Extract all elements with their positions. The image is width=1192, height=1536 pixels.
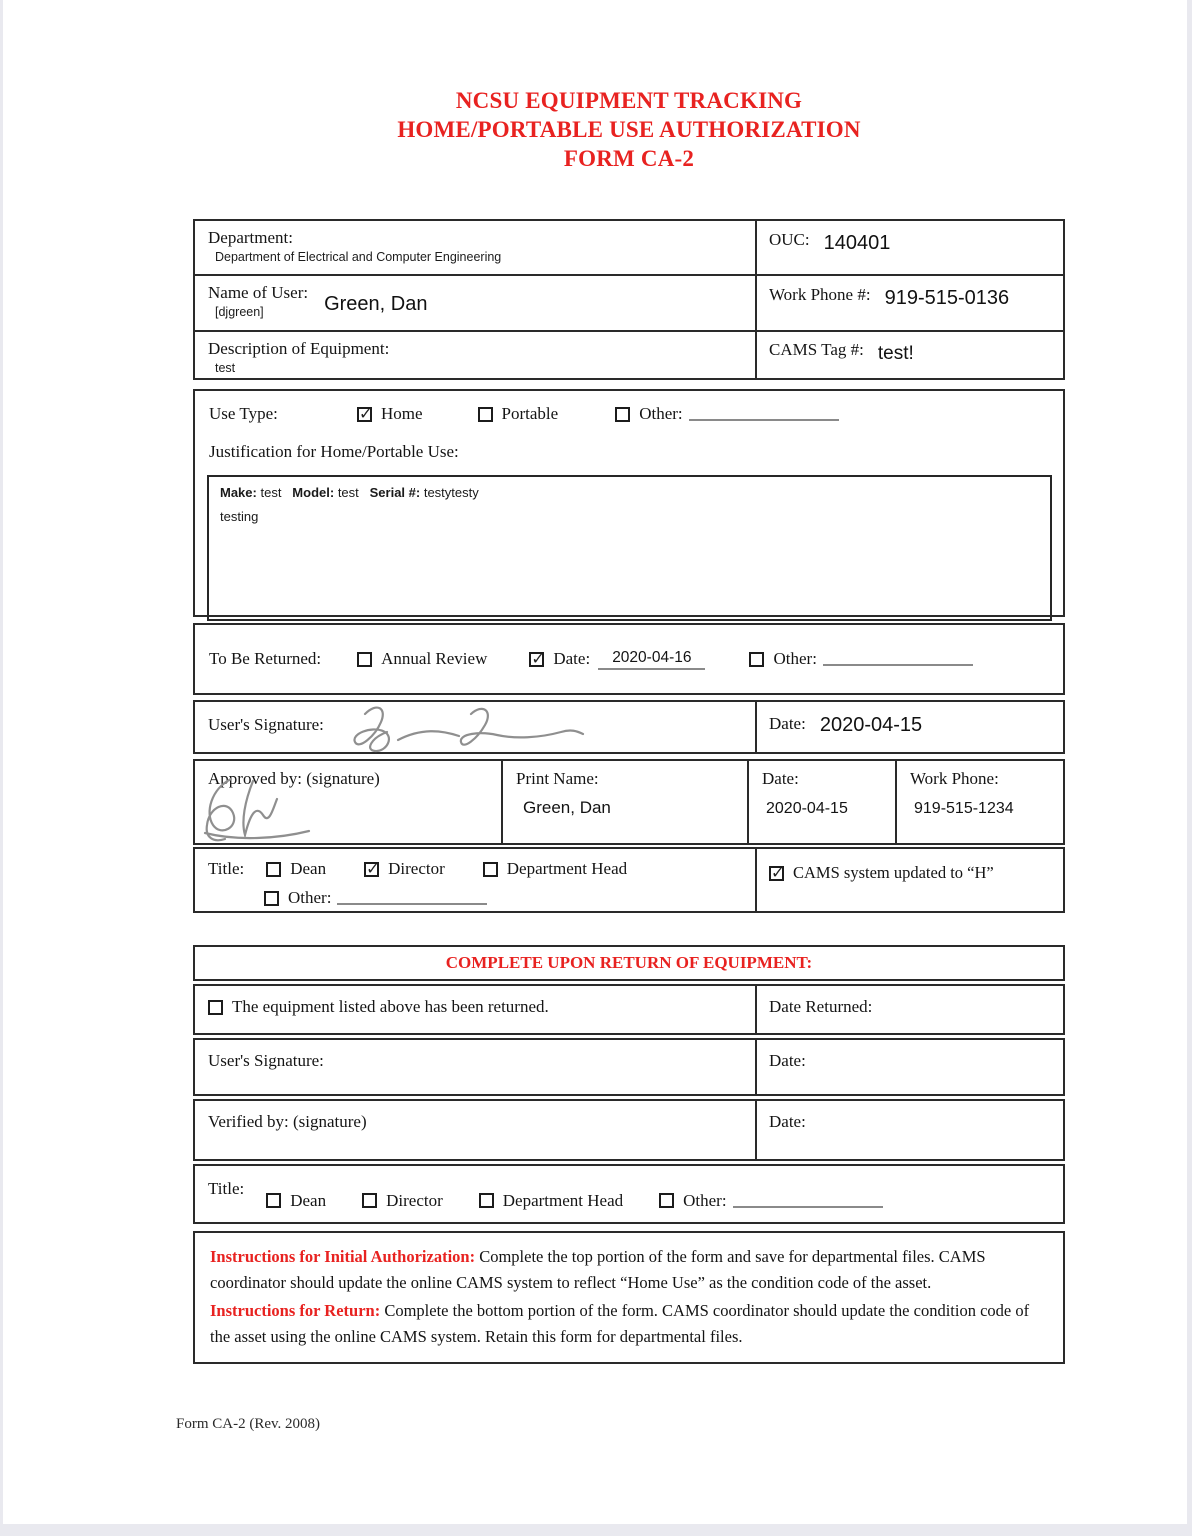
- return-title-other-checkbox[interactable]: [659, 1193, 674, 1208]
- info-table: [193, 219, 1065, 380]
- title-other-label: Other:: [288, 888, 332, 907]
- form-title: [193, 86, 1065, 173]
- form-title-line1: NCSU EQUIPMENT TRACKING: [455, 88, 803, 113]
- title-label: Title:: [208, 859, 245, 878]
- make-value: test: [260, 485, 282, 500]
- cams-tag-label: CAMS Tag #:: [769, 340, 864, 359]
- return-title-label: Title:: [208, 1179, 245, 1198]
- serial-label: Serial #:: [369, 485, 421, 500]
- department-head-checkbox[interactable]: [483, 862, 498, 877]
- use-type-other-field[interactable]: [689, 407, 839, 421]
- title-director-item: [364, 859, 445, 879]
- use-type-other: [615, 404, 838, 424]
- department-head-label: Department Head: [506, 859, 628, 878]
- return-date-item: [529, 649, 705, 670]
- print-name-field[interactable]: Green, Dan: [523, 798, 611, 817]
- justification-box[interactable]: [207, 475, 1052, 621]
- print-name-label: Print Name:: [516, 769, 599, 788]
- serial-value: testytesty: [423, 485, 479, 500]
- department-label: Department:: [208, 228, 293, 247]
- model-label: Model:: [292, 485, 335, 500]
- return-dean-label: Dean: [290, 1190, 327, 1210]
- return-section-header: COMPLETE UPON RETURN OF EQUIPMENT:: [193, 945, 1065, 981]
- return-title-dean-item: [266, 1179, 326, 1222]
- return-other-item: [749, 649, 972, 669]
- user-id-text: [djgreen]: [215, 305, 264, 319]
- instructions-box: [193, 1231, 1065, 1364]
- return-department-head-label: Department Head: [502, 1190, 624, 1210]
- instructions-initial-title: Instructions for Initial Authorization:: [210, 1247, 476, 1266]
- date-returned-label: Date Returned:: [769, 997, 873, 1016]
- cams-updated-item: [769, 863, 1053, 883]
- return-title-other-label: Other:: [683, 1190, 727, 1210]
- form-title-line3: FORM CA-2: [563, 146, 695, 171]
- return-user-signature-label: User's Signature:: [208, 1051, 324, 1070]
- justification-note: testing: [220, 509, 259, 524]
- dean-label: Dean: [290, 859, 327, 878]
- justification-line1: [220, 485, 1039, 500]
- return-title-row: [193, 1164, 1065, 1224]
- approved-row: [193, 759, 1065, 845]
- annual-review-item: [357, 649, 487, 669]
- user-signature-row: [193, 700, 1065, 754]
- work-phone-field[interactable]: 919-515-0136: [884, 287, 1010, 309]
- title-other-item: [264, 888, 487, 908]
- dean-checkbox[interactable]: [266, 862, 281, 877]
- instructions-return: [210, 1298, 1048, 1349]
- director-checkbox[interactable]: [364, 862, 379, 877]
- verified-by-row: [193, 1099, 1065, 1161]
- user-signature-image[interactable]: [343, 698, 603, 760]
- return-user-date-label: Date:: [769, 1051, 806, 1070]
- department-row: [195, 221, 1063, 274]
- description-label: Description of Equipment:: [208, 339, 390, 358]
- cams-updated-checkbox[interactable]: [769, 866, 784, 881]
- title-dept-head-item: [483, 859, 627, 879]
- approved-by-label: Approved by: (signature): [208, 769, 380, 788]
- form-footer: Form CA-2 (Rev. 2008): [176, 1416, 321, 1432]
- return-date-checkbox[interactable]: [529, 652, 544, 667]
- cams-tag-field[interactable]: test!: [877, 343, 914, 364]
- return-other-field[interactable]: [823, 652, 973, 666]
- equipment-returned-checkbox[interactable]: [208, 1000, 223, 1015]
- to-be-returned-row: [193, 623, 1065, 695]
- return-other-checkbox[interactable]: [749, 652, 764, 667]
- use-type-other-label: Other:: [639, 404, 683, 423]
- user-signature-date-field[interactable]: 2020-04-15: [819, 714, 923, 736]
- description-field[interactable]: test: [215, 361, 236, 375]
- home-label: Home: [381, 404, 423, 423]
- return-user-signature-row: [193, 1038, 1065, 1096]
- use-type-other-checkbox[interactable]: [615, 407, 630, 422]
- work-phone-label: Work Phone #:: [769, 285, 871, 304]
- return-title-director-item: [362, 1179, 443, 1222]
- instructions-initial-body: Complete the top portion of the form and save for departmental files. CAMS coordinator should update the online CAMS system to reflect “Home Use” as the condition code of the asset.: [210, 1247, 986, 1292]
- return-title-dept-head-item: [479, 1179, 623, 1222]
- to-be-returned-label: To Be Returned:: [209, 649, 322, 668]
- justification-label: Justification for Home/Portable Use:: [209, 442, 459, 461]
- annual-review-label: Annual Review: [381, 649, 488, 668]
- approved-date-label: Date:: [762, 769, 799, 788]
- use-type-section: [193, 389, 1065, 617]
- name-of-user-row: [195, 274, 1063, 330]
- return-other-label: Other:: [773, 649, 817, 668]
- return-department-head-checkbox[interactable]: [479, 1193, 494, 1208]
- instructions-initial: [210, 1244, 1048, 1295]
- title-dean-item: [266, 859, 326, 879]
- cams-updated-label: CAMS system updated to “H”: [793, 863, 994, 882]
- return-director-checkbox[interactable]: [362, 1193, 377, 1208]
- equipment-returned-row: [193, 984, 1065, 1035]
- name-of-user-label: Name of User:: [208, 283, 309, 302]
- model-value: test: [337, 485, 359, 500]
- ouc-label: OUC:: [769, 230, 810, 249]
- ouc-field[interactable]: 140401: [823, 232, 891, 254]
- return-title-other-item: [659, 1179, 882, 1222]
- approver-phone-field[interactable]: 919-515-1234: [914, 800, 1014, 817]
- verified-date-label: Date:: [769, 1112, 806, 1131]
- approved-date-field[interactable]: 2020-04-15: [766, 800, 848, 817]
- document-page: [3, 0, 1187, 1524]
- title-other-field[interactable]: [337, 891, 487, 905]
- name-of-user-field[interactable]: Green, Dan: [324, 293, 428, 315]
- home-checkbox[interactable]: [357, 407, 372, 422]
- annual-review-checkbox[interactable]: [357, 652, 372, 667]
- make-label: Make:: [220, 485, 257, 500]
- return-date-field[interactable]: 2020-04-16: [598, 649, 705, 670]
- return-dean-checkbox[interactable]: [266, 1193, 281, 1208]
- form-title-line2: HOME/PORTABLE USE AUTHORIZATION: [397, 117, 861, 142]
- use-type-home: [357, 404, 423, 424]
- return-title-other-field[interactable]: [733, 1194, 883, 1208]
- verified-by-label: Verified by: (signature): [208, 1112, 367, 1131]
- approver-title-row: [193, 847, 1065, 913]
- return-date-label: Date:: [553, 649, 591, 668]
- approver-phone-label: Work Phone:: [910, 769, 999, 788]
- user-signature-date-label: Date:: [769, 714, 806, 733]
- use-type-label: Use Type:: [209, 404, 278, 423]
- portable-label: Portable: [501, 404, 559, 423]
- instructions-return-title: Instructions for Return:: [210, 1301, 381, 1320]
- return-director-label: Director: [386, 1190, 443, 1210]
- user-signature-label: User's Signature:: [208, 715, 324, 734]
- verified-by-field[interactable]: [195, 1101, 755, 1159]
- description-row: [195, 330, 1063, 378]
- instructions-return-body: Complete the bottom portion of the form. CAMS coordinator should update the condition code of the asset using the online CAMS system. Retain this form for departmental files.: [210, 1301, 1030, 1346]
- equipment-returned-item: [208, 997, 743, 1017]
- approver-signature-image[interactable]: [197, 775, 377, 845]
- use-type-portable: [478, 404, 559, 424]
- equipment-returned-label: The equipment listed above has been returned.: [232, 997, 549, 1016]
- department-value[interactable]: Department of Electrical and Computer Engineering: [215, 250, 502, 264]
- portable-checkbox[interactable]: [478, 407, 493, 422]
- director-label: Director: [388, 859, 445, 878]
- return-user-signature-field[interactable]: [195, 1040, 755, 1094]
- title-other-checkbox[interactable]: [264, 891, 279, 906]
